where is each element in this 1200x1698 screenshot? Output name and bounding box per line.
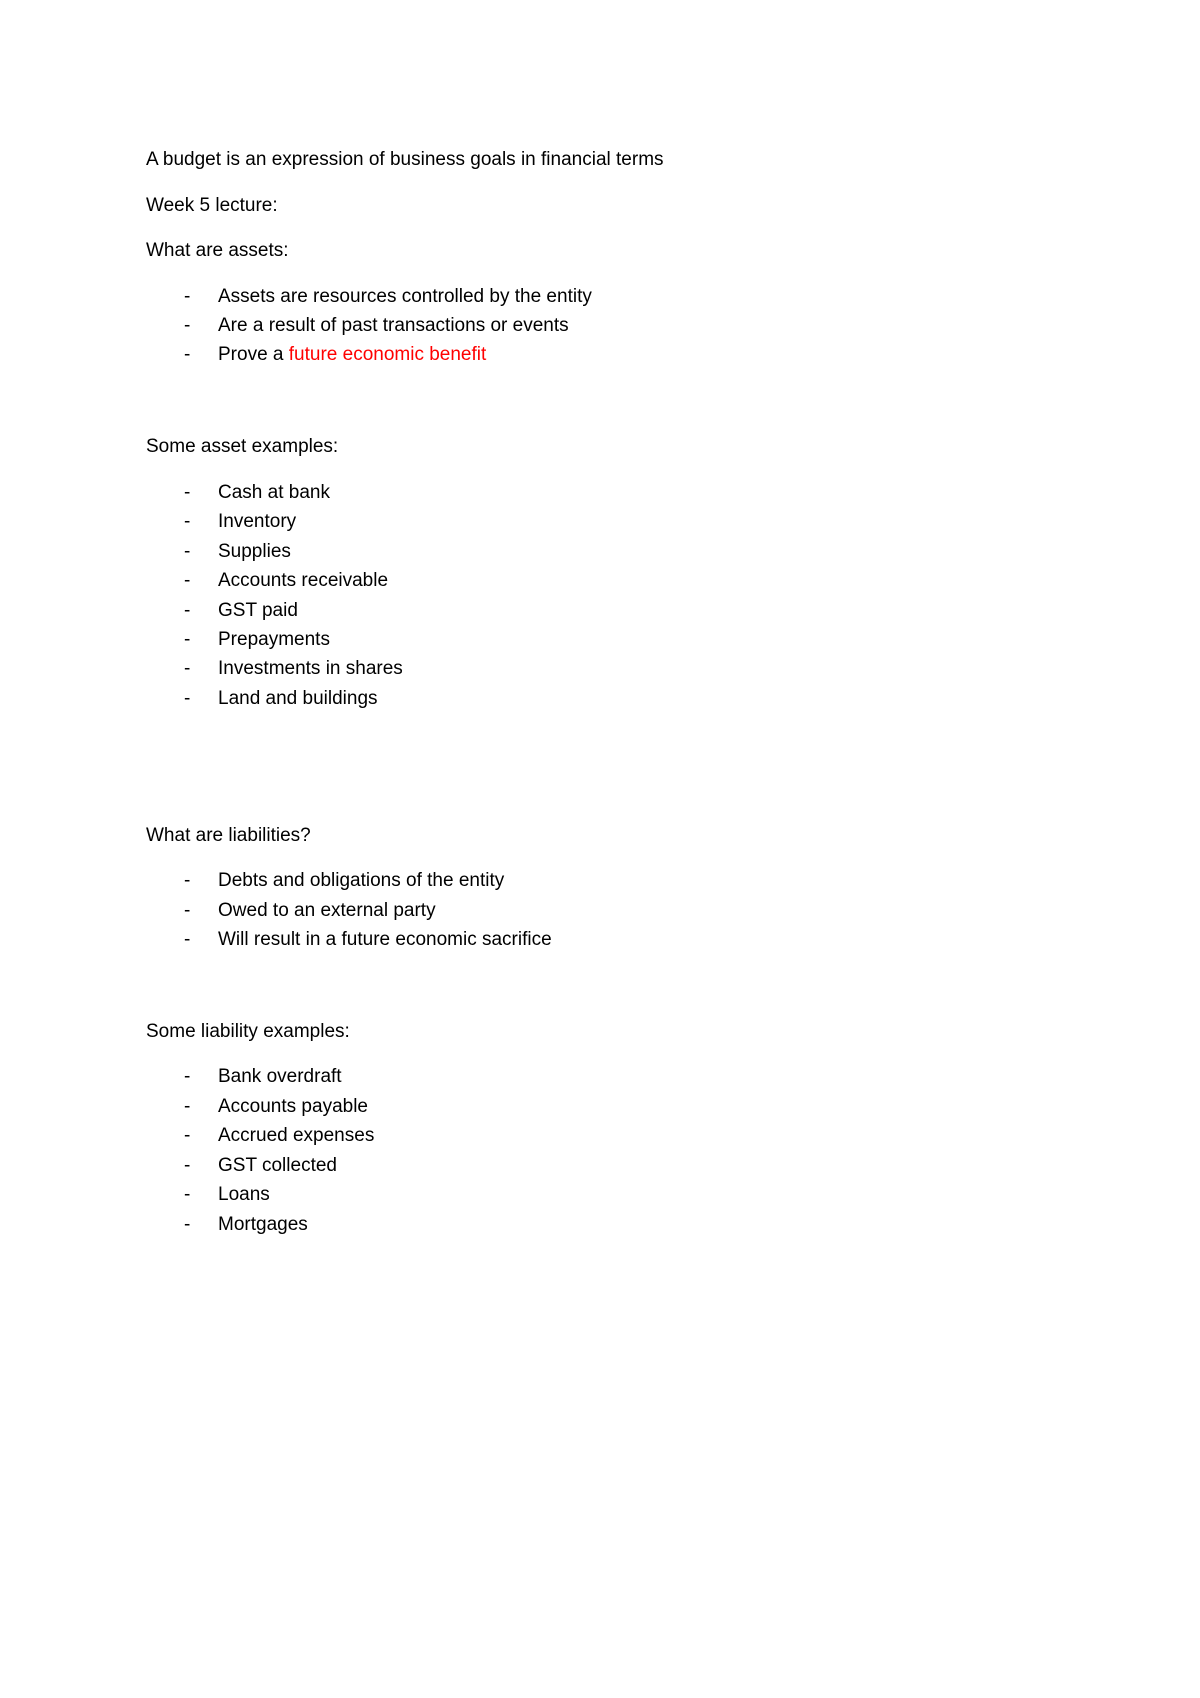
intro-text: A budget is an expression of business goals in financial terms [146,149,664,170]
list-item-text: Bank overdraft [218,1066,342,1087]
week-heading: Week 5 lecture: [146,195,278,216]
bullet-dash: - [184,1214,191,1235]
assets-heading: What are assets: [146,240,289,261]
bullet-dash: - [184,344,191,365]
bullet-dash: - [184,600,191,621]
list-item-text: Land and buildings [218,688,378,709]
list-item-text: Supplies [218,541,291,562]
list-item-text: Accrued expenses [218,1125,375,1146]
list-item-text: Accounts receivable [218,570,389,591]
bullet-dash: - [184,929,191,950]
list-item-text: Investments in shares [218,658,403,679]
list-item-text: Cash at bank [218,482,330,503]
bullet-dash: - [184,1096,191,1117]
bullet-dash: - [184,541,191,562]
bullet-dash: - [184,870,191,891]
bullet-dash: - [184,900,191,921]
bullet-dash: - [184,1184,191,1205]
liability-examples-heading: Some liability examples: [146,1021,350,1042]
list-item-text: Prepayments [218,629,330,650]
bullet-dash: - [184,286,191,307]
list-item-text: Debts and obligations of the entity [218,870,505,891]
list-item-text: Are a result of past transactions or events [218,315,569,336]
benefit-prefix: Prove a [218,344,289,365]
bullet-dash: - [184,315,191,336]
bullet-dash: - [184,482,191,503]
list-item-text: Will result in a future economic sacrifice [218,929,552,950]
bullet-dash: - [184,1066,191,1087]
benefit-highlight: future economic benefit [288,344,487,365]
list-item-text: Accounts payable [218,1096,368,1117]
bullet-dash: - [184,629,191,650]
list-item-text: Inventory [218,511,297,532]
bullet-dash: - [184,688,191,709]
bullet-dash: - [184,1125,191,1146]
bullet-dash: - [184,511,191,532]
list-item-text: Loans [218,1184,270,1205]
list-item-text: Owed to an external party [218,900,436,921]
list-item-text: Mortgages [218,1214,308,1235]
bullet-dash: - [184,658,191,679]
liabilities-heading: What are liabilities? [146,825,311,846]
list-item-text: GST collected [218,1155,337,1176]
bullet-dash: - [184,570,191,591]
list-item-text [218,343,486,367]
bullet-dash: - [184,1155,191,1176]
list-item-text: GST paid [218,600,298,621]
list-item-text: Assets are resources controlled by the entity [218,286,592,307]
asset-examples-heading: Some asset examples: [146,436,339,457]
